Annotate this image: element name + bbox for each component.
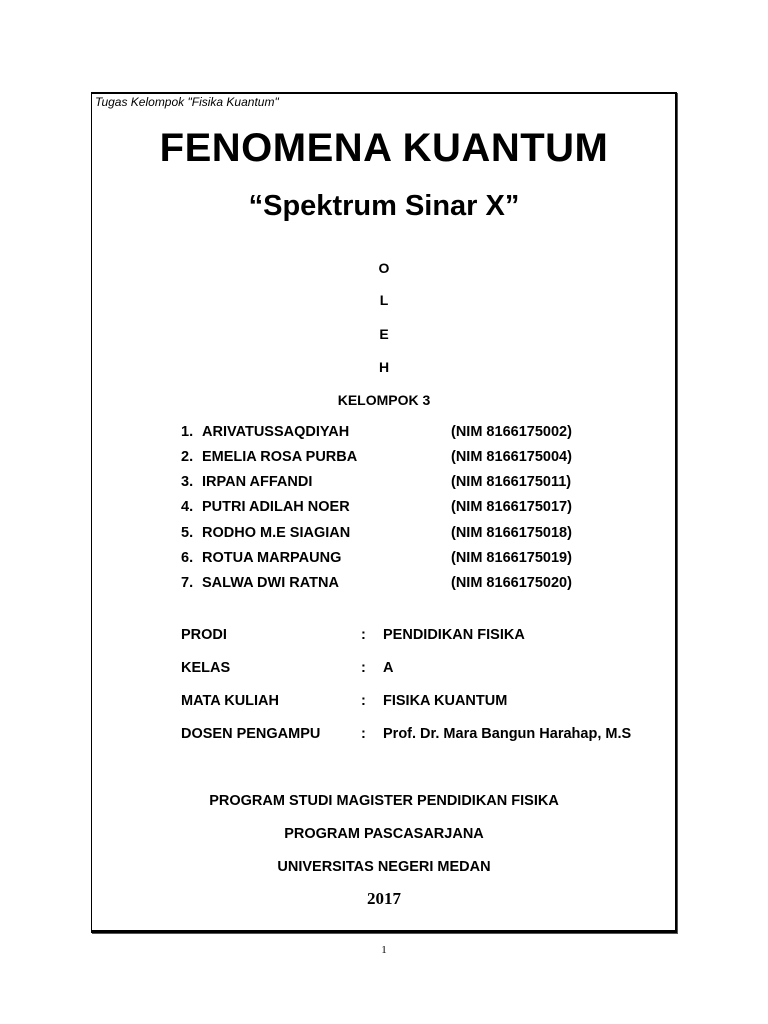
member-row (181, 474, 601, 496)
member-nim: (NIM 8166175017) (451, 499, 572, 515)
member-row (181, 449, 601, 471)
info-label: MATA KULIAH (181, 693, 279, 709)
info-colon: : (361, 627, 366, 643)
info-colon: : (361, 660, 366, 676)
member-nim: (NIM 8166175011) (451, 474, 572, 490)
member-number: 6. (181, 550, 194, 566)
member-number: 4. (181, 499, 194, 515)
year: 2017 (367, 889, 401, 908)
member-row (181, 550, 601, 572)
member-name: PUTRI ADILAH NOER (202, 499, 350, 515)
info-label: PRODI (181, 627, 227, 643)
info-row-kelas (181, 660, 661, 682)
info-row-mata-kuliah (181, 693, 661, 715)
member-row (181, 424, 601, 446)
member-number: 1. (181, 424, 194, 440)
program-studi: PROGRAM STUDI MAGISTER PENDIDIKAN FISIKA (209, 793, 559, 809)
member-row (181, 499, 601, 521)
oleh-letter: L (379, 292, 389, 308)
member-name: ARIVATUSSAQDIYAH (202, 424, 350, 440)
info-row-dosen (181, 726, 661, 748)
university-name: UNIVERSITAS NEGERI MEDAN (277, 859, 491, 875)
member-row (181, 525, 601, 547)
member-name: EMELIA ROSA PURBA (202, 449, 358, 465)
document-title: FENOMENA KUANTUM (159, 126, 609, 170)
oleh-letter: H (378, 359, 390, 375)
info-colon: : (361, 693, 366, 709)
member-name: IRPAN AFFANDI (202, 474, 313, 490)
info-value: A (383, 660, 394, 676)
member-nim: (NIM 8166175019) (451, 550, 572, 566)
member-number: 7. (181, 575, 194, 591)
program-pascasarjana: PROGRAM PASCASARJANA (284, 826, 484, 842)
oleh-letter: E (379, 326, 389, 342)
member-nim: (NIM 8166175018) (451, 525, 572, 541)
info-colon: : (361, 726, 366, 742)
member-number: 3. (181, 474, 194, 490)
info-label: DOSEN PENGAMPU (181, 726, 321, 742)
member-nim: (NIM 8166175004) (451, 449, 572, 465)
header-note: Tugas Kelompok "Fisika Kuantum" (95, 95, 279, 109)
info-value: FISIKA KUANTUM (383, 693, 508, 709)
document-subtitle: “Spektrum Sinar X” (248, 190, 520, 222)
member-number: 5. (181, 525, 194, 541)
group-label: KELOMPOK 3 (337, 392, 431, 408)
info-value: Prof. Dr. Mara Bangun Harahap, M.S (383, 726, 632, 742)
member-row (181, 575, 601, 597)
member-nim: (NIM 8166175020) (451, 575, 572, 591)
member-name: ROTUA MARPAUNG (202, 550, 342, 566)
member-name: SALWA DWI RATNA (202, 575, 339, 591)
info-label: KELAS (181, 660, 231, 676)
member-number: 2. (181, 449, 194, 465)
page-number: 1 (381, 944, 387, 956)
member-nim: (NIM 8166175002) (451, 424, 572, 440)
info-row-prodi (181, 627, 661, 649)
info-value: PENDIDIKAN FISIKA (383, 627, 525, 643)
member-name: RODHO M.E SIAGIAN (202, 525, 351, 541)
oleh-letter: O (378, 260, 390, 276)
